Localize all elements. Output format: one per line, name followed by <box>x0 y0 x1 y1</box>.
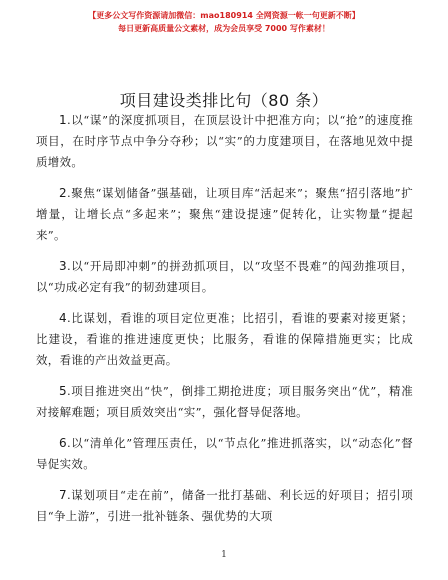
document-body <box>36 110 413 537</box>
paragraph-text: .比谋划，看谁的项目定位更准；比招引，看谁的要素对接更紧；比建设，看谁的推进速度更快；比服务，看谁的保障措施更实；比成效，看谁的产出效益更高。 <box>36 311 413 367</box>
paragraph-text: .聚焦“谋划储备”强基础，让项目库“活起来”；聚焦“招引落地”扩增量，让增长点“多起来”；聚焦“建设提速”促转化，让实物量“提起来”。 <box>36 186 413 242</box>
paragraph-text: .以“开局即冲刺”的拼劲抓项目，以“攻坚不畏难”的闯劲推项目，以“功成必定有我”的韧劲建项目。 <box>36 259 413 294</box>
page-number: 1 <box>221 550 227 560</box>
paragraph-number: 4 <box>59 311 67 325</box>
promo-banner-line1: 【更多公文写作资源请加微信：mao180914 全网资源一帐一句更新不断】 <box>88 11 360 20</box>
paragraph-number: 7 <box>59 488 67 502</box>
paragraph-1 <box>36 110 413 173</box>
paragraph-number: 5 <box>59 384 67 398</box>
paragraph-text: .项目推进突出“快”，倒排工期抢进度；项目服务突出“优”，精准对接解难题；项目质效突出“实”，强化督导促落地。 <box>36 384 413 419</box>
paragraph-2 <box>36 183 413 246</box>
paragraph-number: 2 <box>59 186 67 200</box>
paragraph-7 <box>36 485 413 527</box>
paragraph-number: 3 <box>59 259 67 273</box>
paragraph-4 <box>36 308 413 371</box>
paragraph-5 <box>36 381 413 423</box>
paragraph-number: 1 <box>59 113 67 127</box>
paragraph-6 <box>36 433 413 475</box>
paragraph-number: 6 <box>59 436 67 450</box>
paragraph-3 <box>36 256 413 298</box>
promo-banner-line2: 每日更新高质量公文素材，成为会员享受 7000 写作素材！ <box>118 24 330 33</box>
paragraph-text: .谋划项目“走在前”，储备一批打基础、利长远的好项目；招引项目“争上游”，引进一批补链条、强优势的大项 <box>36 488 413 523</box>
paragraph-text: .以“谋”的深度抓项目，在顶层设计中把准方向；以“抢”的速度推项目，在时序节点中争分夺秒；以“实”的力度建项目，在落地见效中提质增效。 <box>36 113 413 169</box>
document-title: 项目建设类排比句（80 条） <box>119 91 329 110</box>
paragraph-text: .以“清单化”管理压责任，以“节点化”推进抓落实，以“动态化”督导促实效。 <box>36 436 413 471</box>
